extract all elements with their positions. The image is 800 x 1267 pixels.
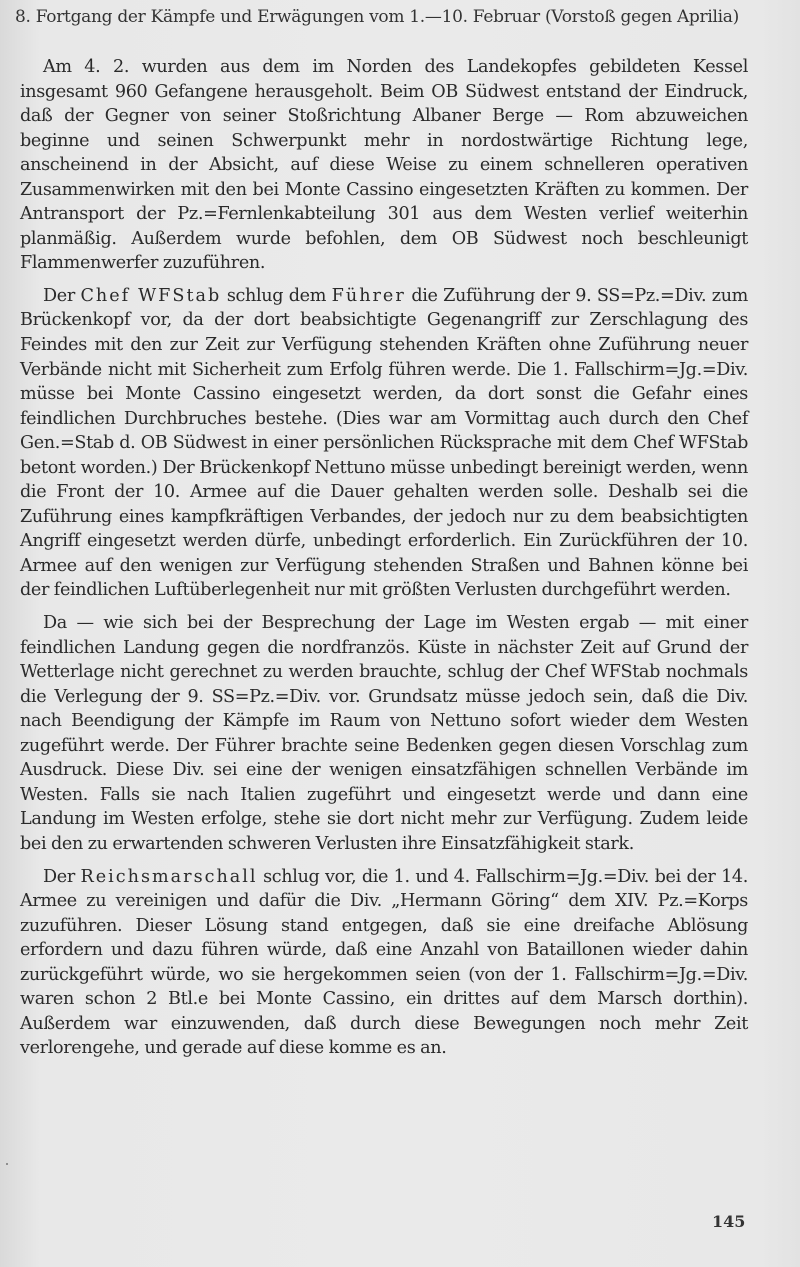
paragraph-text: die Zuführung der 9. SS=Pz.=Div. zum Brückenkopf vor, da der dort beabsichtigte Gegenangriff zur Zerschlagung des Feindes mit den zur Zeit zur Verfügung stehenden Kräften ohne Zuführung neuer Verbände nicht mit Sicherheit zum Erfolg führen werde. Die 1. Fallschirm=Jg.=Div. müsse bei Monte Cassino eingesetzt werden, da dort sonst die Gefahr eines feindlichen Durchbruches bestehe. (Dies war am Vormittag auch durch den Chef Gen.=Stab d. OB Südwest in einer persönlichen Rücksprache mit dem Chef WFStab betont worden.) Der Brückenkopf Nettuno müsse unbedingt bereinigt werden, wenn die Front der 10. Armee auf die Dauer gehalten werden solle. Deshalb sei die Zuführung eines kampfkräftigen Verbandes, der jedoch nur zu dem beabsichtigten Angriff eingesetzt werden dürfe, unbedingt erforderlich. Ein Zurückführen der 10. Armee auf den wenigen zur Verfügung stehenden Straßen und Bahnen könne bei der feindlichen Luftüberlegenheit nur mit größten Verlusten durchgeführt werden. <box>20 285 749 601</box>
spaced-name-reichsmarschall: Reichsmarschall <box>80 866 258 887</box>
paragraph-lead: Der <box>43 285 75 306</box>
scan-speck <box>6 1163 8 1165</box>
paragraph-lead: Der <box>43 866 75 887</box>
running-header: 8. Fortgang der Kämpfe und Erwägungen vom 1.—10. Februar (Vorstoß gegen Aprilia) <box>15 7 739 27</box>
paragraph-text: schlug vor, die 1. und 4. Fallschirm=Jg.=Div. bei der 14. Armee zu vereinigen und dafür die Div. „Hermann Göring“ dem XIV. Pz.=Korps zuzuführen. Dieser Lösung stand entgegen, daß sie eine dreifache Ablösung erfordern und dazu führen würde, daß eine Anzahl von Bataillonen wieder dahin zurückgeführt würde, wo sie hergekommen seien (von der 1. Fallschirm=Jg.=Div. waren schon 2 Btl.e bei Monte Cassino, ein drittes auf dem Marsch dorthin). Außerdem war einzuwenden, daß durch diese Bewegungen noch mehr Zeit verlorengehe, und gerade auf diese komme es an. <box>20 866 749 1059</box>
spaced-name-fuehrer: Führer <box>331 285 406 306</box>
paragraph-1 <box>20 55 748 276</box>
paragraph-text: Da — wie sich bei der Besprechung der Lage im Westen ergab — mit einer feindlichen Landung gegen die nordfranzös. Küste in nächster Zeit auf Grund der Wetterlage nicht gerechnet zu werden brauchte, schlug der Chef WFStab nochmals die Verlegung der 9. SS=Pz.=Div. vor. Grundsatz müsse jedoch sein, daß die Div. nach Beendigung der Kämpfe im Raum von Nettuno sofort wieder dem Westen zugeführt werde. Der Führer brachte seine Bedenken gegen diesen Vorschlag zum Ausdruck. Diese Div. sei eine der wenigen einsatzfähigen schnellen Verbände im Westen. Falls sie nach Italien zugeführt und eingesetzt werde und dann eine Landung im Westen erfolge, stehe sie dort nicht mehr zur Verfügung. Zudem leide bei den zu erwartenden schweren Verlusten ihre Einsatzfähigkeit stark. <box>20 613 748 854</box>
paragraph-3 <box>20 611 748 856</box>
page-number: 145 <box>712 1212 746 1231</box>
spaced-name-chef-wfstab: Chef WFStab <box>80 285 222 306</box>
paragraph-2 <box>20 284 748 603</box>
paragraph-mid: schlug dem <box>226 285 327 306</box>
paragraph-text: Am 4. 2. wurden aus dem im Norden des Landekopfes gebildeten Kessel insgesamt 960 Gefangene herausgeholt. Beim OB Südwest entstand der Eindruck, daß der Gegner von seiner Stoßrichtung Albaner Berge — Rom abzuweichen beginne und seinen Schwerpunkt mehr in nordostwärtige Richtung lege, anscheinend in der Absicht, auf diese Weise zu einem schnelleren operativen Zusammenwirken mit den bei Monte Cassino eingesetzten Kräften zu kommen. Der Antransport der Pz.=Fernlenkabteilung 301 aus dem Westen verlief weiterhin planmäßig. Außerdem wurde befohlen, dem OB Südwest noch beschleunigt Flammenwerfer zuzuführen. <box>20 57 748 274</box>
paragraph-4 <box>20 865 748 1061</box>
body-text <box>20 55 748 1061</box>
